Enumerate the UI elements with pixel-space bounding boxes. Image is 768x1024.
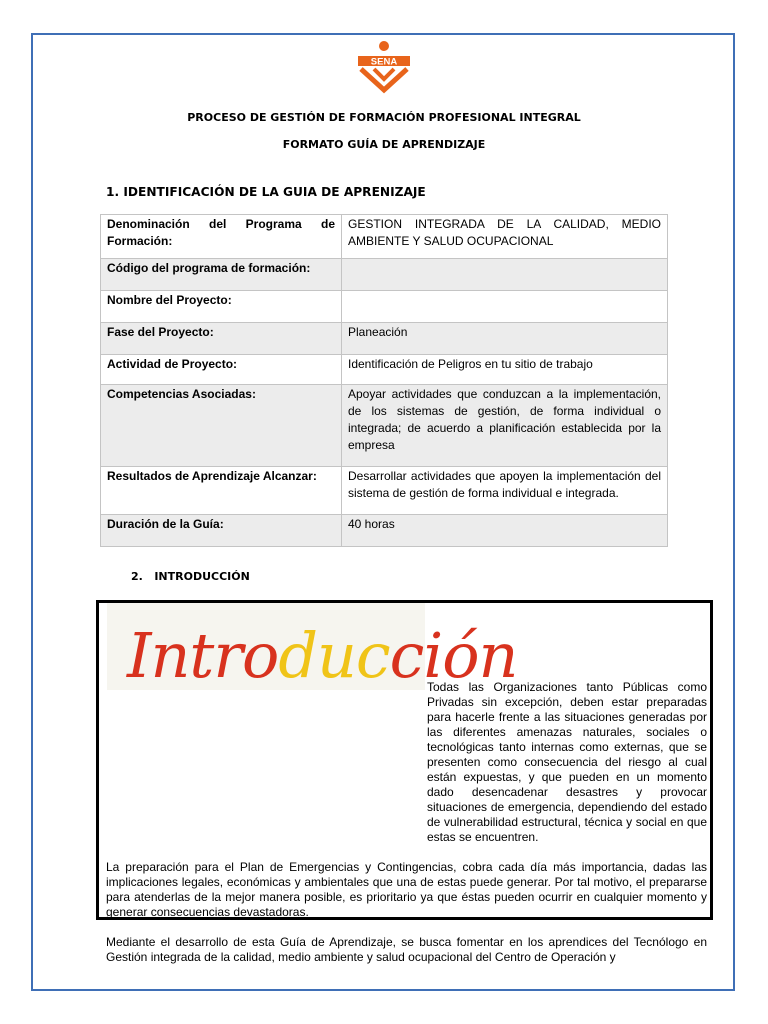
row-value-duration: 40 horas xyxy=(342,515,668,547)
row-label-project-phase: Fase del Proyecto: xyxy=(101,323,342,355)
introduction-box xyxy=(96,600,713,964)
row-label-program-code: Código del programa de formación: xyxy=(101,259,342,291)
identification-table xyxy=(100,214,668,547)
table-row xyxy=(101,355,668,385)
intro-paragraph-2: La preparación para el Plan de Emergencias y Contingencias, cobra cada día más importancia, dadas las implicaciones legales, económicas y ambientales que una de estas puede generar. Por tal motivo, el prepararse para atenderlas de la mejor manera posible, es prioritario ya que éstas pueden ocurrir en cualquier momento y generar consecuencias devastadoras. xyxy=(106,860,707,919)
section-1-title: 1. IDENTIFICACIÓN DE LA GUIA DE APRENIZAJE xyxy=(106,185,426,199)
introduction-text xyxy=(106,680,707,980)
table-row xyxy=(101,215,668,259)
section-2-title: 2. INTRODUCCIÓN xyxy=(131,570,250,583)
row-value-project-name xyxy=(342,291,668,323)
row-value-project-phase: Planeación xyxy=(342,323,668,355)
process-title: PROCESO DE GESTIÓN DE FORMACIÓN PROFESIONAL INTEGRAL xyxy=(187,111,581,124)
intro-paragraph-1-text: Todas las Organizaciones tanto Públicas como Privadas sin excepción, deben estar preparadas para hacerle frente a las situaciones generadas por las diferentes amenazas naturales, sociales o tecnológicas tanto internas como externas, que se presenten como consecuencia del riesgo al cual están expuestas, y que pueden en un momento dado desencadenar desastres y provocar situaciones de emergencia, dependiendo del estado de vulnerabilidad estructural, técnica y social en que estas se encuentren. xyxy=(427,680,707,844)
format-title: FORMATO GUÍA DE APRENDIZAJE xyxy=(282,138,486,151)
row-value-project-activity: Identificación de Peligros en tu sitio de trabajo xyxy=(342,355,668,385)
table-row xyxy=(101,291,668,323)
sena-logo-graphic xyxy=(355,40,413,92)
row-label-project-activity: Actividad de Proyecto: xyxy=(101,355,342,385)
table-row xyxy=(101,259,668,291)
row-value-program: GESTION INTEGRADA DE LA CALIDAD, MEDIO AMBIENTE Y SALUD OCUPACIONAL xyxy=(342,215,668,259)
introduction-banner-image xyxy=(107,603,518,692)
table-row xyxy=(101,385,668,467)
intro-paragraph-3: Mediante el desarrollo de esta Guía de Aprendizaje, se busca fomentar en los aprendices del Tecnólogo en Gestión integrada de la calidad, medio ambiente y salud ocupacional del Centro de Operación y xyxy=(106,935,707,964)
banner-text-part-2: duc xyxy=(278,619,390,692)
row-value-program-code xyxy=(342,259,668,291)
banner-text-part-1: Intro xyxy=(127,619,279,692)
row-label-program: Denominación del Programa de Formación: xyxy=(101,215,342,259)
row-label-duration: Duración de la Guía: xyxy=(101,515,342,547)
logo-text: SENA xyxy=(370,56,398,68)
row-value-learning-results: Desarrollar actividades que apoyen la implementación del sistema de gestión de forma individual e integrada. xyxy=(342,467,668,515)
introduction-banner-lettering xyxy=(107,603,518,692)
row-label-learning-results: Resultados de Aprendizaje Alcanzar: xyxy=(101,467,342,515)
sena-logo xyxy=(355,40,413,92)
row-label-competencies: Competencias Asociadas: xyxy=(101,385,342,467)
row-label-project-name: Nombre del Proyecto: xyxy=(101,291,342,323)
banner-text-part-3: ción xyxy=(389,619,518,692)
intro-paragraph-1 xyxy=(106,680,707,845)
row-value-competencies: Apoyar actividades que conduzcan a la implementación, de los sistemas de gestión, de forma individual o integrada; de acuerdo a planificación establecida por la empresa xyxy=(342,385,668,467)
table-row xyxy=(101,467,668,515)
table-row xyxy=(101,323,668,355)
table-row xyxy=(101,515,668,547)
